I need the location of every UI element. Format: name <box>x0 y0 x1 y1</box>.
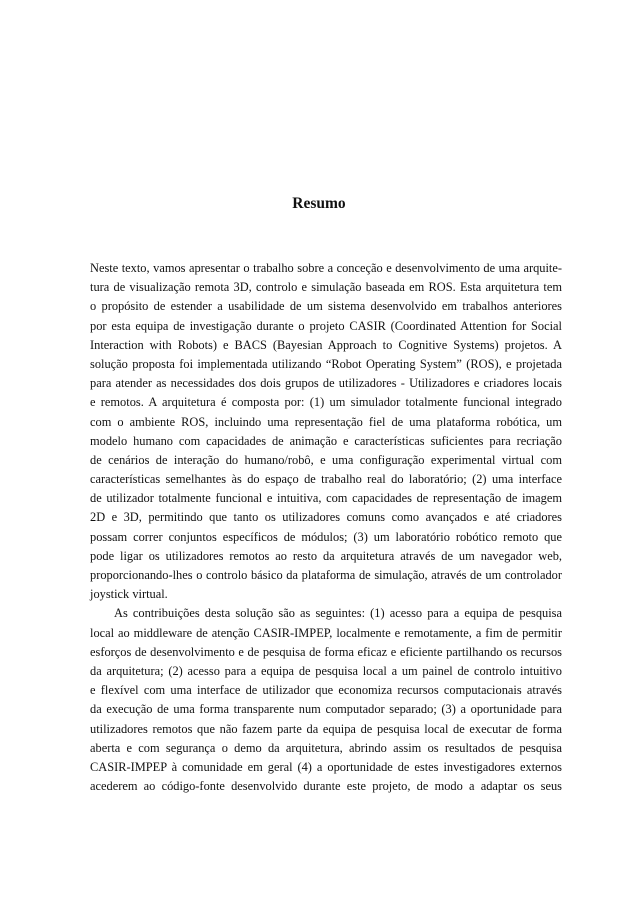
text-line: o propósito de estender a usabilidade de um sistema desenvolvido em trabalhos anteriores <box>90 299 562 314</box>
text-line: proporcionando-lhes o controlo básico da plataforma de simulação, através de um controlador <box>90 568 562 582</box>
text-line: da execução de uma forma transparente num computador separado; (3) a oportunidade para <box>90 702 562 717</box>
text-line: e flexível com uma interface de utilizador que economiza recursos computacionais através <box>90 683 562 698</box>
text-line: características semelhantes às do espaço de trabalho real do laboratório; (2) uma interface <box>90 472 562 487</box>
abstract-body <box>90 259 562 796</box>
text-line: de utilizador totalmente funcional e intuitiva, com capacidades de representação de imagem <box>90 491 562 506</box>
paragraph-1 <box>90 259 562 604</box>
text-line: acederem ao código-fonte desenvolvido durante este projeto, de modo a adaptar os seus <box>90 779 562 794</box>
text-line: para atender as necessidades dos dois grupos de utilizadores - Utilizadores e criadores locais <box>90 376 562 391</box>
text-line: local ao middleware de atenção CASIR-IMPEP, localmente e remotamente, a fim de permitir <box>90 625 562 640</box>
paragraph-2 <box>90 604 562 796</box>
text-line: As contribuições desta solução são as seguintes: (1) acesso para a equipa de pesquisa <box>114 606 562 621</box>
text-line: por esta equipa de investigação durante o projeto CASIR (Coordinated Attention for Social <box>90 318 562 333</box>
text-line: 2D e 3D, permitindo que tanto os utilizadores comuns como avançados e até criadores <box>90 510 562 525</box>
text-line: de cenários de interação do humano/robô, e uma configuração experimental virtual com <box>90 452 562 467</box>
text-line: Interaction with Robots) e BACS (Bayesian Approach to Cognitive Systems) projetos. A <box>90 337 562 352</box>
text-line: CASIR-IMPEP à comunidade em geral (4) a oportunidade de estes investigadores externos <box>90 759 562 774</box>
text-line: joystick virtual. <box>90 587 168 602</box>
section-title: Resumo <box>292 195 346 212</box>
text-line: Neste texto, vamos apresentar o trabalho sobre a conceção e desenvolvimento de uma arquite- <box>90 261 562 275</box>
text-line: e remotos. A arquitetura é composta por: (1) um simulador totalmente funcional integrado <box>90 395 562 410</box>
text-line: pode ligar os utilizadores remotos ao resto da arquitetura através de um navegador web, <box>90 548 562 563</box>
text-line: possam correr conjuntos específicos de módulos; (3) um laboratório robótico remoto que <box>90 529 562 544</box>
text-line: solução proposta foi implementada utilizando “Robot Operating System” (ROS), e projetada <box>90 356 562 371</box>
text-line: esforços de desenvolvimento e de pesquisa de forma eficaz e eficiente partilhando os recursos <box>90 644 562 659</box>
text-line: com o ambiente ROS, incluindo uma representação fiel de uma plataforma robótica, um <box>90 414 562 429</box>
text-line: tura de visualização remota 3D, controlo e simulação baseada em ROS. Esta arquitetura tem <box>90 280 562 295</box>
text-line: aberta e com segurança o demo da arquitetura, abrindo assim os resultados de pesquisa <box>90 740 562 755</box>
text-line: da arquitetura; (2) acesso para a equipa de pesquisa local a um painel de controlo intuitivo <box>90 663 562 678</box>
text-line: modelo humano com capacidades de animação e características suficientes para recriação <box>90 433 562 448</box>
text-line: utilizadores remotos que não fazem parte da equipa de pesquisa local de executar de forma <box>90 721 562 736</box>
